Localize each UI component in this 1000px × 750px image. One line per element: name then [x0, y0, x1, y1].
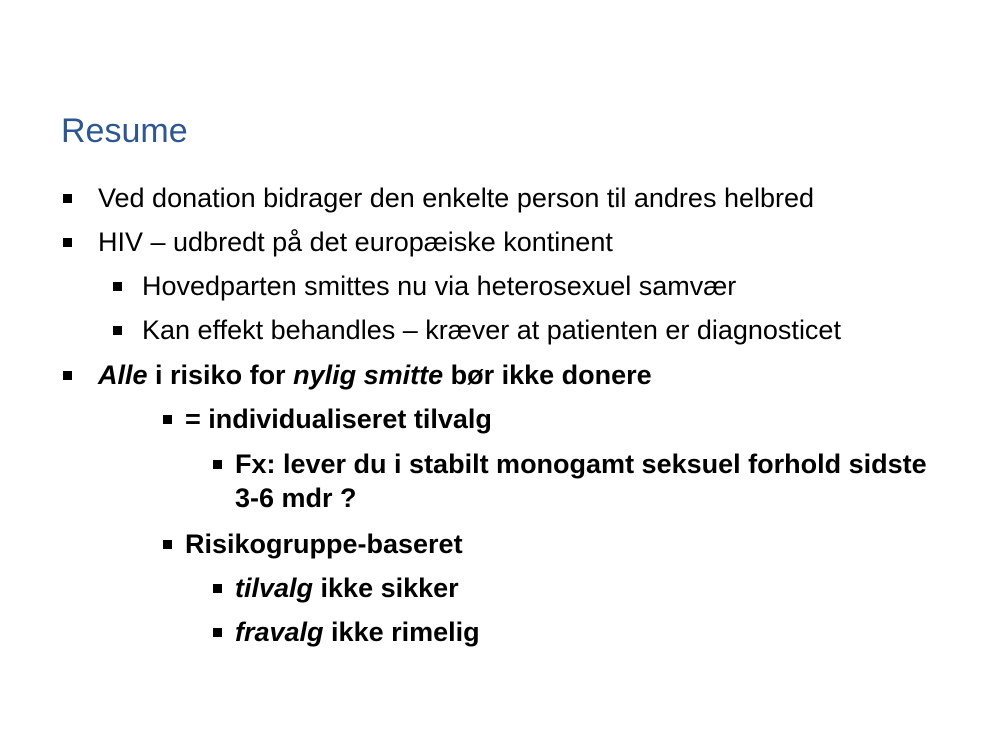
plain-text: ikke sikker [313, 573, 459, 603]
bullet-text: Fx: lever du i stabilt monogamt seksuel forhold sidste 3-6 mdr ? [235, 449, 927, 513]
emphasis-text: nylig smitte [293, 360, 444, 390]
emphasis-text: fravalg [235, 617, 324, 647]
bullet-text: Ved donation bidrager den enkelte person til andres helbred [98, 183, 815, 213]
bullet-text [235, 571, 459, 606]
square-bullet-icon [63, 194, 72, 203]
square-bullet-icon [113, 326, 122, 335]
bullet-text: Hovedparten smittes nu via heterosexuel samvær [142, 271, 737, 301]
square-bullet-icon [213, 584, 222, 593]
square-bullet-icon [63, 371, 72, 380]
bullet-text: HIV – udbredt på det europæiske kontinent [98, 227, 613, 257]
square-bullet-icon [213, 628, 222, 637]
square-bullet-icon [163, 540, 172, 549]
bullet-text [235, 615, 480, 650]
emphasis-text: Alle [98, 360, 148, 390]
emphasis-text: tilvalg [235, 573, 314, 603]
bullet-text: Risikogruppe-baseret [185, 529, 463, 559]
square-bullet-icon [163, 415, 172, 424]
square-bullet-icon [113, 282, 122, 291]
plain-text: i risiko for [147, 360, 294, 390]
plain-text: ikke rimelig [323, 617, 480, 647]
bullet-text [98, 358, 652, 393]
bullet-text: Kan effekt behandles – kræver at patienten er diagnosticet [142, 315, 841, 345]
slide-title: Resume [61, 112, 188, 150]
bullet-text: = individualiseret tilvalg [185, 404, 492, 434]
square-bullet-icon [213, 460, 222, 469]
plain-text: bør ikke donere [443, 360, 652, 390]
square-bullet-icon [63, 238, 72, 247]
